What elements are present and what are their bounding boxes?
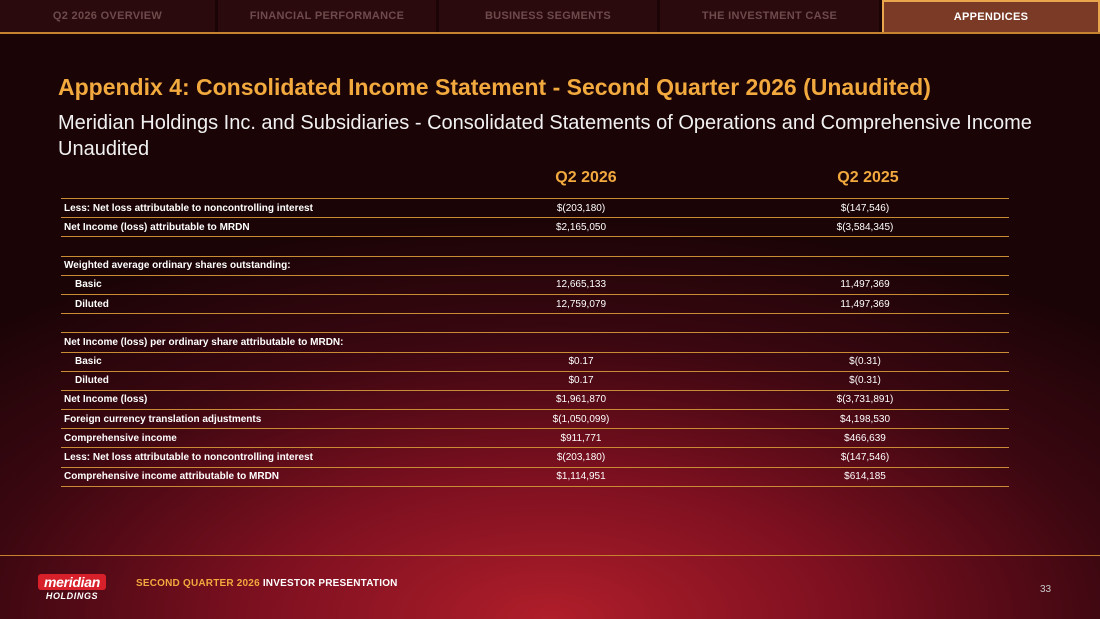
value-q2-2025: $(3,731,891): [836, 394, 894, 406]
value-q2-2025: $(3,584,345): [836, 221, 894, 233]
table-row: [61, 409, 1009, 428]
tab-business-segments[interactable]: BUSINESS SEGMENTS: [439, 0, 657, 34]
table-row-spacer: [61, 313, 1009, 332]
company-logo: [38, 574, 106, 601]
table-row-section-header: [61, 332, 1009, 351]
table-row: [61, 390, 1009, 409]
row-label: Diluted: [75, 298, 109, 310]
tab-appendices[interactable]: APPENDICES: [882, 0, 1100, 34]
table-row-spacer: [61, 236, 1009, 255]
value-q2-2026: 12,759,079: [555, 298, 607, 310]
value-q2-2026: 12,665,133: [555, 279, 607, 291]
slide-title: Appendix 4: Consolidated Income Statement - Second Quarter 2026 (Unaudited): [58, 74, 931, 100]
row-label: Comprehensive income: [64, 432, 177, 444]
column-header-q2-2026: Q2 2026: [555, 169, 617, 186]
value-q2-2025: $(147,546): [840, 452, 890, 464]
value-q2-2025: $614,185: [844, 471, 886, 483]
table-row: [61, 447, 1009, 466]
table-row: [61, 467, 1009, 487]
table-row-section-header: [61, 256, 1009, 275]
tab-financial-performance[interactable]: FINANCIAL PERFORMANCE: [218, 0, 436, 34]
value-q2-2026: $0.17: [568, 375, 594, 387]
logo-wordmark: meridian: [38, 574, 106, 590]
row-label: Net Income (loss) attributable to MRDN: [64, 221, 250, 233]
value-q2-2025: 11,497,369: [840, 298, 890, 310]
table-row: [61, 198, 1009, 217]
footer-title-accent: SECOND QUARTER 2026: [136, 578, 260, 589]
value-q2-2026: $2,165,050: [555, 221, 607, 233]
logo-subtext: HOLDINGS: [45, 591, 99, 601]
column-header-q2-2025: Q2 2025: [837, 169, 899, 186]
value-q2-2026: $(203,180): [556, 452, 606, 464]
row-label: Foreign currency translation adjustments: [64, 413, 262, 425]
value-q2-2025: 11,497,369: [840, 279, 890, 291]
table-row: [61, 275, 1009, 294]
value-q2-2026: $0.17: [568, 356, 594, 368]
nav-divider: [0, 32, 1100, 34]
slide-subtitle: Meridian Holdings Inc. and Subsidiaries - Consolidated Statements of Operations and Comprehensive Income Unaudited: [58, 112, 1032, 160]
row-label: Basic: [75, 356, 102, 368]
table-row: [61, 371, 1009, 390]
row-label: Weighted average ordinary shares outstanding:: [64, 260, 291, 272]
value-q2-2026: $911,771: [560, 432, 602, 444]
footer-presentation-title: [136, 578, 398, 589]
row-label: Net Income (loss): [64, 394, 148, 406]
table-row: [61, 294, 1009, 313]
row-label: Diluted: [75, 375, 109, 387]
row-label: Net Income (loss) per ordinary share attributable to MRDN:: [64, 336, 344, 348]
tab-investment-case[interactable]: THE INVESTMENT CASE: [660, 0, 879, 34]
row-label: Comprehensive income attributable to MRDN: [64, 471, 280, 483]
value-q2-2026: $(1,050,099): [552, 413, 610, 425]
row-label: Basic: [75, 279, 102, 291]
value-q2-2025: $466,639: [844, 432, 886, 444]
table-row: [61, 352, 1009, 371]
value-q2-2025: $4,198,530: [839, 413, 891, 425]
value-q2-2026: $1,961,870: [555, 394, 607, 406]
value-q2-2025: $(0.31): [849, 375, 881, 387]
row-label: Less: Net loss attributable to noncontrolling interest: [64, 452, 313, 464]
table-row: [61, 428, 1009, 447]
top-navigation: [0, 0, 1100, 34]
value-q2-2026: $1,114,951: [556, 471, 606, 483]
footer-divider: [0, 555, 1100, 556]
value-q2-2026: $(203,180): [556, 202, 606, 214]
value-q2-2025: $(147,546): [840, 202, 890, 214]
page-number: 33: [1040, 584, 1052, 595]
value-q2-2025: $(0.31): [849, 356, 881, 368]
footer-title-rest: INVESTOR PRESENTATION: [259, 578, 398, 589]
row-label: Less: Net loss attributable to noncontrolling interest: [64, 202, 313, 214]
tab-q2-overview[interactable]: Q2 2026 OVERVIEW: [0, 0, 215, 34]
income-statement-table: [61, 198, 1009, 487]
table-row: [61, 217, 1009, 236]
